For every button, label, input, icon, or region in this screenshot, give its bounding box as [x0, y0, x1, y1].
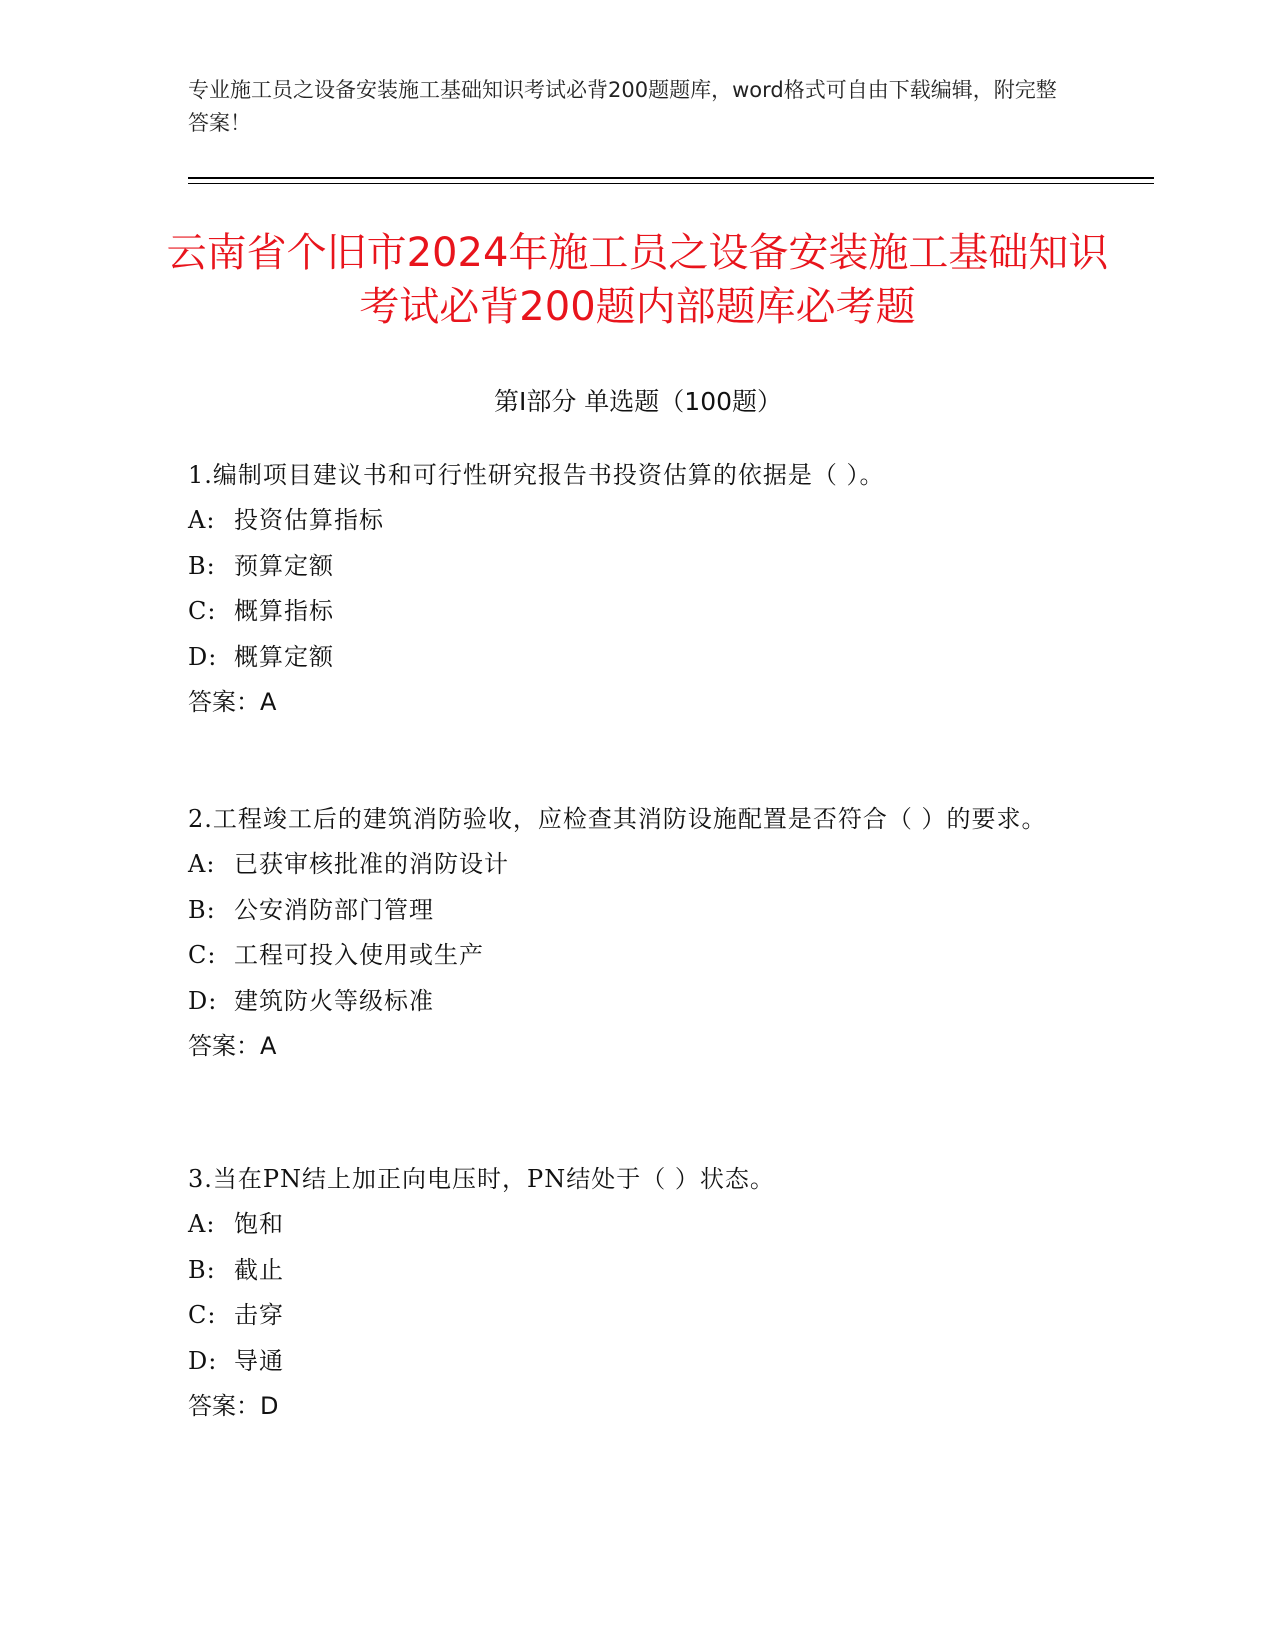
option-text: 导通	[234, 1346, 284, 1375]
option-d	[188, 1339, 1068, 1385]
option-key: D:	[188, 1346, 218, 1375]
option-b	[188, 1248, 1068, 1294]
option-b	[188, 544, 1068, 590]
option-text: 工程可投入使用或生产	[234, 941, 484, 969]
question-2	[188, 796, 1068, 1070]
question-3	[188, 1156, 1068, 1430]
option-a	[188, 498, 1068, 544]
answer: 答案：A	[188, 688, 277, 716]
option-a	[188, 842, 1068, 888]
option-c	[188, 933, 1068, 979]
question-stem: 3.当在PN结上加正向电压时，PN结处于（ ）状态。	[188, 1165, 775, 1193]
option-key: A:	[188, 1210, 216, 1238]
question-stem: 2.工程竣工后的建筑消防验收，应检查其消防设施配置是否符合（ ）的要求。	[188, 805, 1047, 833]
option-key: C:	[188, 941, 217, 969]
option-c	[188, 1293, 1068, 1339]
option-key: D:	[188, 986, 218, 1015]
option-text: 预算定额	[234, 551, 334, 580]
option-text: 截止	[234, 1255, 284, 1284]
document-title: 云南省个旧市2024年施工员之设备安装施工基础知识考试必背200题内部题库必考题	[166, 230, 1109, 330]
header-rule-thick	[188, 177, 1154, 179]
question-1	[188, 452, 1068, 726]
option-key: A:	[188, 506, 216, 534]
option-c	[188, 589, 1068, 635]
header-note: 专业施工员之设备安装施工基础知识考试必背200题题库，word格式可自由下载编辑，附完整答案！	[188, 78, 1057, 135]
question-stem: 1.编制项目建议书和可行性研究报告书投资估算的依据是（ ）。	[188, 461, 885, 489]
option-text: 概算定额	[234, 642, 334, 671]
option-a	[188, 1202, 1068, 1248]
header-rule-thin	[188, 183, 1154, 184]
answer: 答案：D	[188, 1392, 279, 1420]
option-key: A:	[188, 850, 216, 878]
option-text: 建筑防火等级标准	[234, 986, 434, 1015]
option-text: 公安消防部门管理	[234, 895, 434, 924]
option-d	[188, 979, 1068, 1025]
option-key: B:	[188, 895, 216, 924]
option-text: 已获审核批准的消防设计	[234, 850, 509, 878]
option-key: B:	[188, 551, 216, 580]
option-text: 击穿	[234, 1301, 284, 1329]
option-key: D:	[188, 642, 218, 671]
option-key: C:	[188, 1301, 217, 1329]
answer: 答案：A	[188, 1032, 277, 1060]
option-key: C:	[188, 597, 217, 625]
option-b	[188, 888, 1068, 934]
option-d	[188, 635, 1068, 681]
option-text: 饱和	[234, 1210, 284, 1238]
section-heading: 第I部分 单选题（100题）	[493, 387, 783, 416]
option-key: B:	[188, 1255, 216, 1284]
option-text: 概算指标	[234, 597, 334, 625]
option-text: 投资估算指标	[234, 506, 384, 534]
